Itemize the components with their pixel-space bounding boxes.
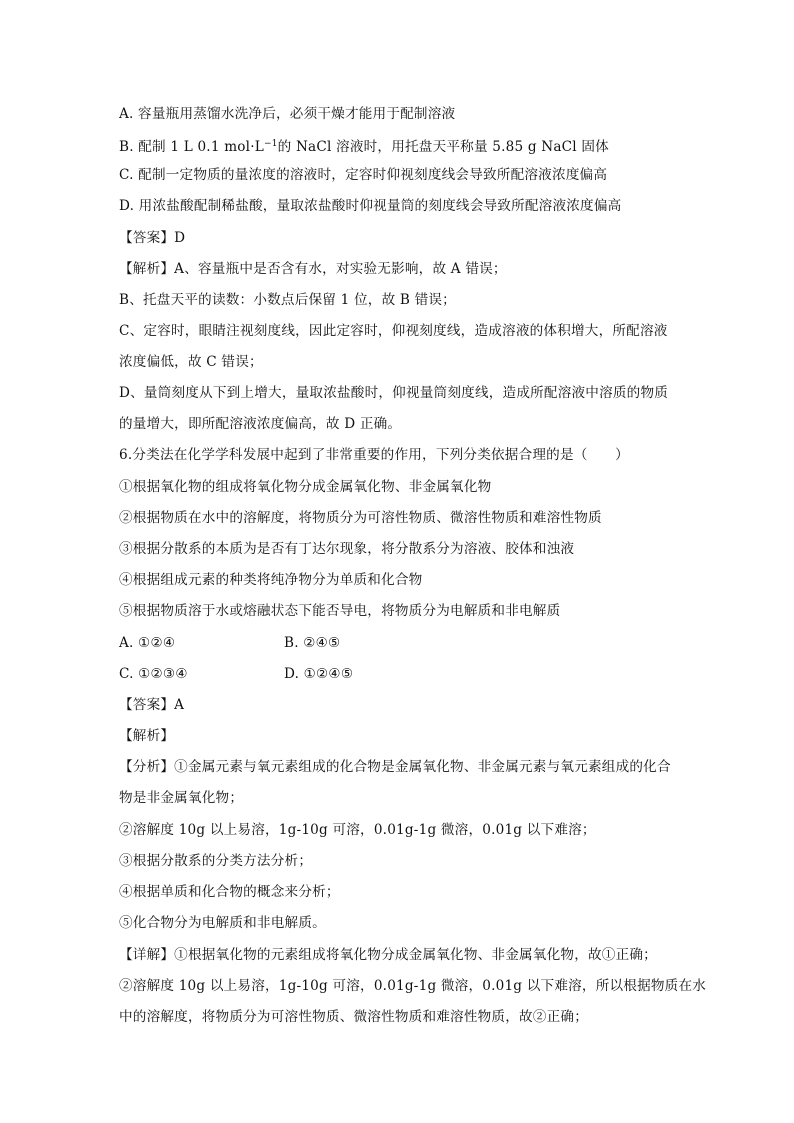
q5-analysis-line: C、定容时，眼睛注视刻度线，因此定容时，仰视刻度线，造成溶液的体积增大，所配溶液 [119, 323, 668, 339]
q6-item: ④根据组成元素的种类将纯净物分为单质和化合物 [119, 572, 423, 588]
q6-item: ①根据氧化物的组成将氧化物分成金属氧化物、非金属氧化物 [119, 479, 492, 495]
q6-choices-row-1 [119, 633, 679, 653]
q6-choice-c: C. ①②③④ [119, 666, 188, 682]
q5-analysis-line: 【解析】A、容量瓶中是否含有水，对实验无影响，故 A 错误； [119, 261, 507, 277]
q6-choices-row-2 [119, 664, 679, 684]
q5-analysis-line: 浓度偏低，故 C 错误； [119, 354, 263, 370]
q5-option-b-post: 的 NaCl 溶液时，用托盘天平称量 5.85 g NaCl 固体 [277, 139, 609, 155]
q5-option-c: C. 配制一定物质的量浓度的溶液时，定容时仰视刻度线会导致所配溶液浓度偏高 [119, 167, 608, 183]
q6-analysis-heading: 【解析】 [119, 728, 175, 744]
q6-item: ②根据物质在水中的溶解度，将物质分为可溶性物质、微溶性物质和难溶性物质 [119, 510, 602, 526]
q6-answer: 【答案】A [119, 697, 185, 713]
q6-xiangjie-line: ②溶解度 10g 以上易溶，1g-10g 可溶，0.01g-1g 微溶，0.01g 以下难溶，所以根据物质在水 [119, 978, 707, 994]
q5-option-b-pre: B. 配制 1 L 0.1 mol·L [119, 139, 264, 155]
q5-option-b [119, 134, 679, 157]
q6-stem: 6.分类法在化学学科发展中起到了非常重要的作用，下列分类依据合理的是（ ） [119, 447, 629, 463]
q6-choice-b: B. ②④⑤ [284, 635, 341, 651]
q6-fenxi-line: ⑤化合物分为电解质和非电解质。 [119, 915, 326, 931]
q6-choice-d: D. ①②④⑤ [284, 666, 354, 682]
q5-analysis-line: 的量增大，即所配溶液浓度偏高，故 D 正确。 [119, 416, 402, 432]
q6-fenxi-line: 物是非金属氧化物； [119, 790, 244, 806]
q5-option-d: D. 用浓盐酸配制稀盐酸，量取浓盐酸时仰视量筒的刻度线会导致所配溶液浓度偏高 [119, 198, 622, 214]
q6-fenxi-line: ④根据单质和化合物的概念来分析； [119, 884, 340, 900]
q5-option-b-superscript: −1 [263, 139, 278, 149]
q5-analysis-line: D、量筒刻度从下到上增大，量取浓盐酸时，仰视量筒刻度线，造成所配溶液中溶质的物质 [119, 385, 669, 401]
q6-xiangjie-line: 中的溶解度，将物质分为可溶性物质、微溶性物质和难溶性物质，故②正确； [119, 1009, 588, 1025]
q6-xiangjie-line: 【详解】①根据氧化物的元素组成将氧化物分成金属氧化物、非金属氧化物，故①正确； [119, 947, 657, 963]
q6-fenxi-line: ②溶解度 10g 以上易溶，1g-10g 可溶，0.01g-1g 微溶，0.01g 以下难溶； [119, 822, 596, 838]
q6-fenxi-line: 【分析】①金属元素与氧元素组成的化合物是金属氧化物、非金属元素与氧元素组成的化合 [119, 759, 671, 775]
q5-answer: 【答案】D [119, 230, 186, 246]
q6-choice-a: A. ①②④ [119, 635, 176, 651]
q5-option-a: A. 容量瓶用蒸馏水洗净后，必须干燥才能用于配制溶液 [119, 106, 456, 122]
q5-analysis-line: B、托盘天平的读数：小数点后保留 1 位，故 B 错误； [119, 292, 456, 308]
q6-item: ⑤根据物质溶于水或熔融状态下能否导电，将物质分为电解质和非电解质 [119, 603, 561, 619]
q6-item: ③根据分散系的本质为是否有丁达尔现象，将分散系分为溶液、胶体和浊液 [119, 541, 575, 557]
q6-fenxi-line: ③根据分散系的分类方法分析； [119, 853, 313, 869]
